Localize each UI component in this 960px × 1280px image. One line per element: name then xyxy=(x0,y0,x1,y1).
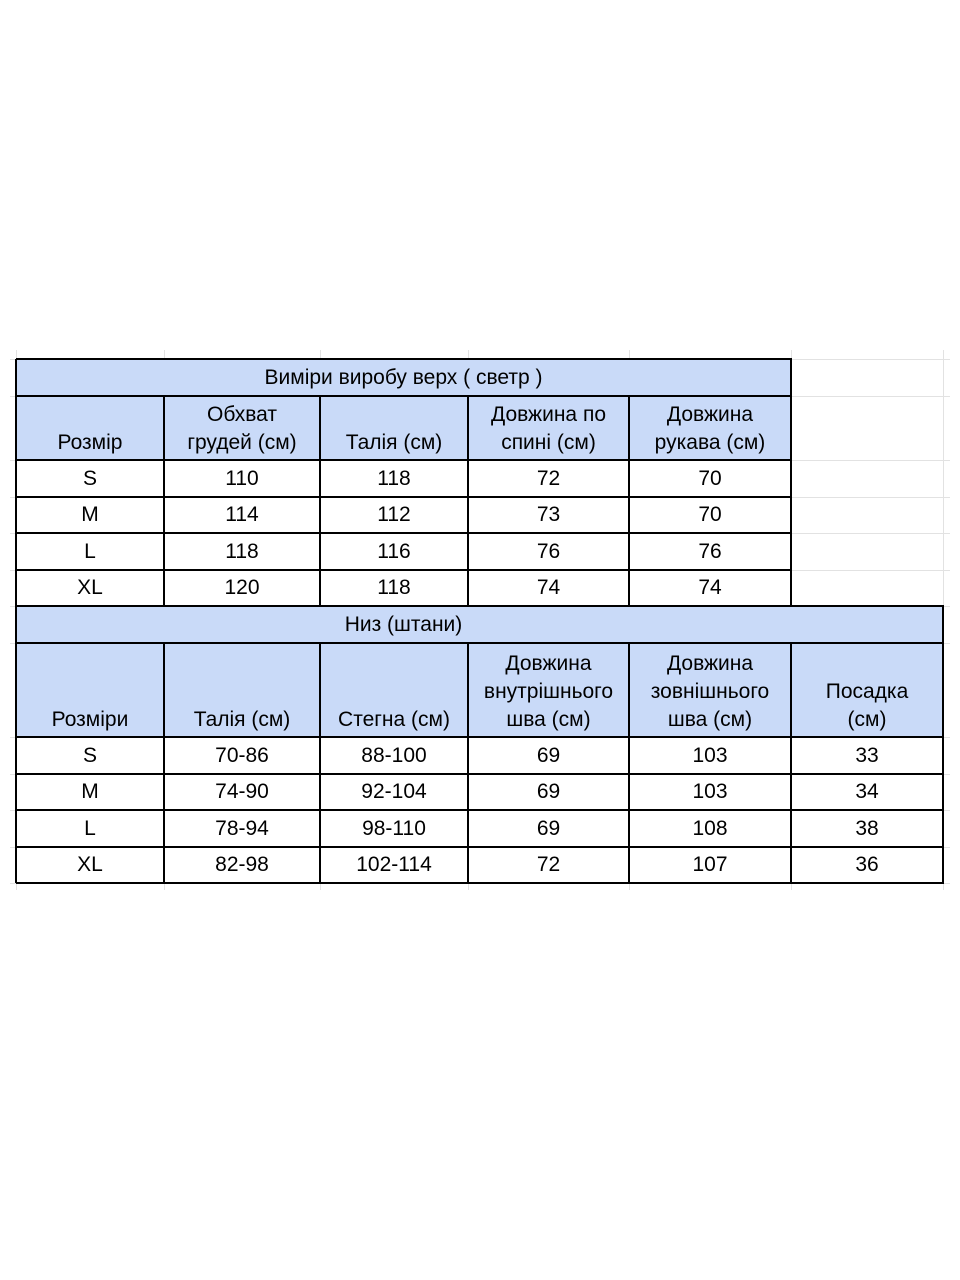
top-table-cell xyxy=(468,570,629,606)
top-table-cell xyxy=(164,533,320,570)
bottom-table-column-border xyxy=(319,643,321,883)
bottom-table-header-0-text: Розміри xyxy=(51,708,129,731)
bottom-table-border xyxy=(16,846,944,848)
top-table-header-4 xyxy=(629,396,791,460)
top-table-border xyxy=(16,532,792,534)
top-table-header-1 xyxy=(164,396,320,460)
bottom-table-cell-text: 108 xyxy=(692,816,728,840)
bottom-table-cell-text: 38 xyxy=(855,816,879,840)
bottom-table-cell xyxy=(164,737,320,774)
top-table-cell-text: 72 xyxy=(536,466,561,490)
bottom-table-cell xyxy=(629,774,791,810)
bottom-table-cell xyxy=(16,847,164,883)
top-table-header-0 xyxy=(16,396,164,460)
bottom-table-cell-text: 34 xyxy=(855,780,879,803)
top-table-cell-text: 74 xyxy=(698,576,722,599)
top-table-cell xyxy=(320,460,468,497)
bottom-table-border xyxy=(16,736,944,738)
bottom-table-cell-text: 92-104 xyxy=(361,780,427,803)
bottom-table-cell-text: 69 xyxy=(536,780,561,803)
top-table-cell-text: 76 xyxy=(536,539,561,563)
top-table-border-top xyxy=(16,358,792,360)
top-table-cell-text: L xyxy=(84,539,96,563)
bottom-table-cell-text: 82-98 xyxy=(215,853,269,876)
top-table-cell xyxy=(320,570,468,606)
bottom-table-cell xyxy=(791,737,943,774)
bottom-table-cell xyxy=(791,774,943,810)
bottom-table-column-border xyxy=(163,643,165,883)
bottom-table-cell xyxy=(320,774,468,810)
bottom-table-cell xyxy=(629,810,791,847)
bottom-table-cell-text: 69 xyxy=(536,743,561,767)
top-table-cell xyxy=(629,460,791,497)
bottom-table-title xyxy=(16,606,791,643)
bottom-table-cell-text: 103 xyxy=(692,743,728,767)
bottom-table-header-0 xyxy=(16,643,164,737)
top-table-cell xyxy=(468,497,629,533)
bottom-table-cell-text: 107 xyxy=(692,853,728,876)
top-table-cell-text: 110 xyxy=(225,466,259,490)
bottom-table-cell xyxy=(468,737,629,774)
top-table-cell-text: 70 xyxy=(698,466,722,490)
top-table-cell-text: 116 xyxy=(377,539,411,563)
bottom-table-cell xyxy=(791,847,943,883)
top-table-cell-text: XL xyxy=(77,576,103,599)
bottom-table-cell xyxy=(468,847,629,883)
bottom-table-header-4 xyxy=(629,643,791,737)
top-table-cell-text: 73 xyxy=(536,503,561,526)
top-table-border xyxy=(16,569,792,571)
bottom-table-cell xyxy=(320,810,468,847)
bottom-table-cell-text: 72 xyxy=(536,853,561,876)
bottom-table-header-2 xyxy=(320,643,468,737)
bottom-table-cell-text: 98-110 xyxy=(362,816,426,840)
bottom-table-title-text: Низ (штани) xyxy=(344,612,463,636)
top-table-cell xyxy=(16,570,164,606)
bottom-table-border xyxy=(16,882,944,884)
top-table-cell xyxy=(164,460,320,497)
bottom-table-cell-text: M xyxy=(81,780,99,803)
bottom-table-cell xyxy=(164,847,320,883)
top-table-cell-text: 74 xyxy=(536,576,561,599)
bottom-table-header-5-text: Посадка (см) xyxy=(825,680,909,731)
top-table-cell-text: 118 xyxy=(377,466,411,490)
top-table-cell xyxy=(16,533,164,570)
top-table-cell-text: 70 xyxy=(698,503,722,526)
bottom-table-header-2-text: Стегна (см) xyxy=(338,708,450,731)
bottom-table-border xyxy=(16,809,944,811)
bottom-table-cell xyxy=(320,847,468,883)
top-table-cell xyxy=(16,497,164,533)
top-table-header-2-text: Талія (см) xyxy=(345,431,443,454)
bottom-table-header-5 xyxy=(791,643,943,737)
bottom-table-cell xyxy=(16,774,164,810)
top-table-title-text: Виміри виробу верх ( светр ) xyxy=(264,365,543,389)
top-table-header-0-text: Розмір xyxy=(57,431,123,454)
top-table-column-border xyxy=(319,396,321,606)
bottom-table-header-3 xyxy=(468,643,629,737)
top-table-cell xyxy=(320,533,468,570)
bottom-table-cell-text: 36 xyxy=(855,853,879,876)
top-table-column-border xyxy=(163,396,165,606)
bottom-table-cell xyxy=(16,810,164,847)
top-table-header-3 xyxy=(468,396,629,460)
bottom-table-cell-text: 102-114 xyxy=(356,853,432,876)
bottom-table-cell-text: 70-86 xyxy=(215,743,269,767)
bottom-table-cell xyxy=(791,810,943,847)
top-table-border-right xyxy=(790,359,792,606)
top-table-cell xyxy=(320,497,468,533)
bottom-table-border xyxy=(16,773,944,775)
bottom-table-cell-text: XL xyxy=(77,853,103,876)
bottom-table-cell xyxy=(629,737,791,774)
bottom-table-cell xyxy=(164,774,320,810)
top-table-cell-text: 118 xyxy=(377,576,411,599)
top-table-cell-text: 112 xyxy=(377,503,411,526)
top-table-border xyxy=(16,395,792,397)
top-table-cell-text: 76 xyxy=(698,539,722,563)
bottom-table-header-1 xyxy=(164,643,320,737)
top-table-cell xyxy=(16,460,164,497)
bottom-table-cell xyxy=(320,737,468,774)
bottom-table-cell-text: 33 xyxy=(855,743,879,767)
bottom-table-cell xyxy=(629,847,791,883)
bottom-table-border-right xyxy=(942,606,944,883)
bottom-table-column-border xyxy=(628,643,630,883)
top-table-cell xyxy=(468,533,629,570)
bottom-table-header-4-text: Довжина зовнішнього шва (см) xyxy=(650,652,770,731)
bottom-table-border xyxy=(16,605,944,607)
bottom-table-cell-text: L xyxy=(84,816,96,840)
top-table-cell-text: M xyxy=(81,503,99,526)
top-table-cell xyxy=(629,570,791,606)
top-table-column-border xyxy=(628,396,630,606)
bottom-table-cell xyxy=(16,737,164,774)
top-table-border xyxy=(16,459,792,461)
bottom-table-cell xyxy=(468,774,629,810)
top-table-cell xyxy=(164,497,320,533)
top-table-header-2 xyxy=(320,396,468,460)
bottom-table-cell-text: 103 xyxy=(692,780,728,803)
top-table-cell xyxy=(468,460,629,497)
bottom-table-header-3-text: Довжина внутрішнього шва (см) xyxy=(483,652,614,731)
bottom-table-header-1-text: Талія (см) xyxy=(193,708,291,731)
top-table-cell-text: 118 xyxy=(225,539,259,563)
top-table-column-border xyxy=(467,396,469,606)
bottom-table-cell-text: S xyxy=(82,743,97,767)
bottom-table-cell-text: 69 xyxy=(536,816,561,840)
top-table-header-4-text: Довжина рукава (см) xyxy=(654,403,766,454)
top-table-cell-text: S xyxy=(82,466,97,490)
bottom-table-border xyxy=(16,642,944,644)
top-table-cell xyxy=(164,570,320,606)
bottom-table-cell xyxy=(468,810,629,847)
top-table-cell-text: 114 xyxy=(225,503,259,526)
top-table-cell-text: 120 xyxy=(224,576,260,599)
top-table-cell xyxy=(629,533,791,570)
bottom-table-border-left xyxy=(15,606,17,883)
bottom-table-cell-text: 74-90 xyxy=(215,780,269,803)
top-table-border xyxy=(16,496,792,498)
bottom-table-column-border xyxy=(467,643,469,883)
bottom-table-column-border xyxy=(790,643,792,883)
bottom-table-cell-text: 88-100 xyxy=(361,743,427,767)
bottom-table-cell xyxy=(164,810,320,847)
top-table-title xyxy=(16,359,791,396)
top-table-header-3-text: Довжина по спині (см) xyxy=(491,403,606,454)
top-table-header-1-text: Обхват грудей (см) xyxy=(187,403,297,454)
top-table-border-left xyxy=(15,359,17,606)
bottom-table-cell-text: 78-94 xyxy=(215,816,269,840)
top-table-cell xyxy=(629,497,791,533)
